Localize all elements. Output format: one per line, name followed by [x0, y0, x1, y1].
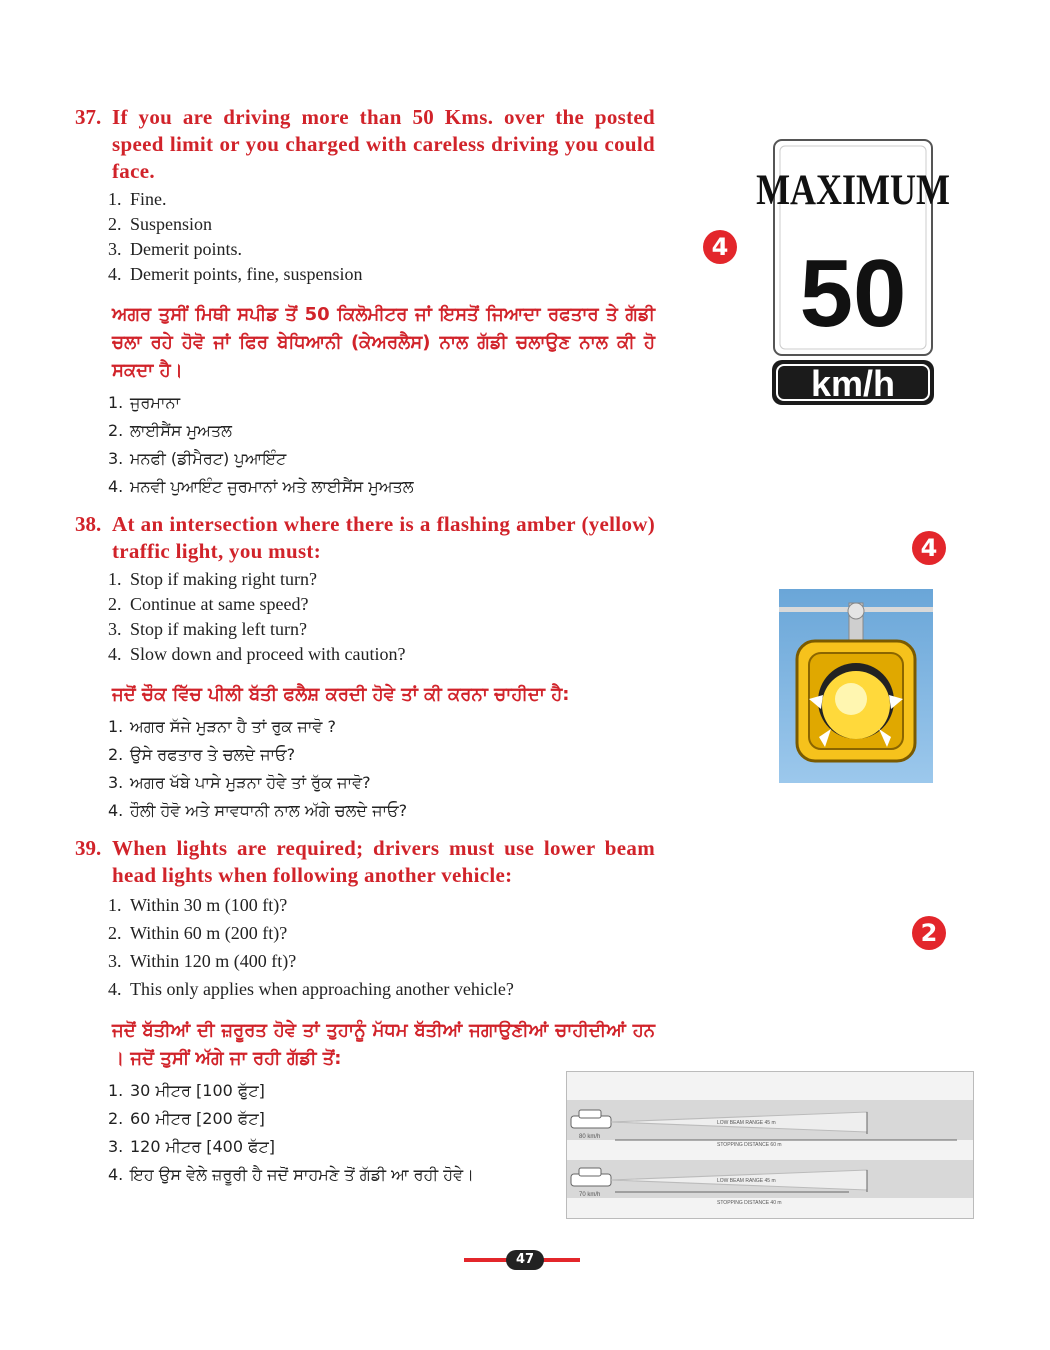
punjabi-option [108, 417, 655, 445]
question-37 [75, 104, 655, 501]
option [108, 592, 655, 617]
row1-stopping: STOPPING DISTANCE 60 m [717, 1142, 782, 1148]
flashing-amber-light-image [779, 589, 933, 783]
option [108, 262, 655, 287]
option-text: Continue at same speed? [130, 594, 309, 614]
option-text: ਮਨਫੀ (ਡੀਮੈਰਟ) ਪੁਆਇੰਟ [130, 449, 287, 468]
answer-badge: 4 [912, 531, 946, 565]
sign-speed-text: 50 [799, 240, 907, 347]
row1-low-beam: LOW BEAM RANGE 45 m [717, 1120, 776, 1126]
punjabi-options-list [75, 389, 655, 501]
punjabi-option [108, 473, 655, 501]
option [108, 617, 655, 642]
punjabi-option [108, 769, 655, 797]
row1-speed: 80 km/h [579, 1134, 601, 1140]
option-text: Slow down and proceed with caution? [130, 644, 406, 664]
answer-badge: 4 [703, 230, 737, 264]
traffic-light-icon [779, 589, 933, 783]
option [108, 642, 655, 667]
option-number: 1. [108, 895, 122, 915]
option [108, 975, 655, 1003]
punjabi-options-list [75, 713, 655, 825]
option-text: ਮਨਵੀ ਪੁਆਇੰਟ ਜੁਰਮਾਨਾਂ ਅਤੇ ਲਾਈਸੈਂਸ ਮੁਅਤਲ [130, 477, 414, 496]
sign-top-text: MAXIMUM [756, 165, 950, 214]
option-text: ਲਾਈਸੈਂਸ ਮੁਅਤਲ [130, 421, 232, 440]
question-title [75, 104, 655, 185]
option-text: ਇਹ ਉਸ ਵੇਲੇ ਜ਼ਰੂਰੀ ਹੈ ਜਦੋਂ ਸਾਹਮਣੇ ਤੋਂ ਗੱਡੀ ਆ ਰਹੀ ਹੋਵੇ। [130, 1165, 474, 1184]
option-text: ਉਸੇ ਰਫਤਾਰ ਤੇ ਚਲਦੇ ਜਾਓ? [130, 745, 296, 764]
option-number: 2. [108, 1109, 124, 1128]
question-text: If you are driving more than 50 Kms. over the posted speed limit or you charged with careless driving you could face. [112, 105, 655, 183]
option-number: 4. [108, 801, 124, 820]
punjabi-question-text: ਜਦੋਂ ਬੱਤੀਆਂ ਦੀ ਜ਼ਰੂਰਤ ਹੋਵੇ ਤਾਂ ਤੁਹਾਨੂੰ ਮੱਧਮ ਬੱਤੀਆਂ ਜਗਾਉਣੀਆਂ ਚਾਹੀਦੀਆਂ ਹਨ । ਜਦੋਂ ਤੁਸੀਂ ਅੱਗੇ ਜਾ ਰਹੀ ਗੱਡੀ ਤੋਂ: [112, 1020, 655, 1069]
option-text: 120 ਮੀਟਰ [400 ਫੱਟ] [130, 1137, 276, 1156]
option-text: Suspension [130, 214, 213, 234]
question-38 [75, 511, 655, 825]
option-text: Demerit points, fine, suspension [130, 264, 363, 284]
option-number: 2. [108, 421, 124, 440]
option-number: 1. [108, 189, 122, 209]
page-number: 47 [506, 1250, 544, 1270]
option-number: 1. [108, 1081, 124, 1100]
options-list [75, 187, 655, 287]
option [108, 947, 655, 975]
option-number: 1. [108, 717, 124, 736]
question-title [75, 511, 655, 565]
headlight-distance-diagram [567, 1072, 973, 1218]
option-number: 2. [108, 594, 122, 614]
option-number: 2. [108, 745, 124, 764]
option-number: 4. [108, 477, 124, 496]
option-text: Within 120 m (400 ft)? [130, 951, 297, 971]
option-number: 3. [108, 951, 122, 971]
punjabi-question-text: ਜਦੋਂ ਚੌਕ ਵਿੱਚ ਪੀਲੀ ਬੱਤੀ ਫਲੈਸ਼ ਕਰਦੀ ਹੋਵੇ ਤਾਂ ਕੀ ਕਰਨਾ ਚਾਹੀਦਾ ਹੈ: [112, 684, 570, 705]
option [108, 919, 655, 947]
option-text: ਅਗਰ ਖੱਬੇ ਪਾਸੇ ਮੁੜਨਾ ਹੋਵੇ ਤਾਂ ਰੁੱਕ ਜਾਵੋ? [130, 773, 371, 792]
punjabi-option [108, 741, 655, 769]
option-number: 2. [108, 923, 122, 943]
option [108, 237, 655, 262]
option-number: 2. [108, 214, 122, 234]
sign-unit-text: km/h [810, 363, 896, 404]
option [108, 567, 655, 592]
option-number: 3. [108, 1137, 124, 1156]
answer-badge: 2 [912, 916, 946, 950]
option-text: Fine. [130, 189, 167, 209]
option [108, 187, 655, 212]
option-number: 1. [108, 569, 122, 589]
question-title [75, 835, 655, 889]
punjabi-question-text: ਅਗਰ ਤੁਸੀਂ ਮਿਥੀ ਸਪੀਡ ਤੋਂ 50 ਕਿਲੋਮੀਟਰ ਜਾਂ ਇਸਤੋਂ ਜਿਆਦਾ ਰਫਤਾਰ ਤੇ ਗੱਡੀ ਚਲਾ ਰਹੇ ਹੋਵੋ ਜਾਂ ਫਿਰ ਬੇਧਿਆਨੀ (ਕੇਅਰਲੈਸ) ਨਾਲ ਗੱਡੀ ਚਲਾਉਣ ਨਾਲ ਕੀ ਹੋ ਸਕਦਾ ਹੈ। [112, 304, 655, 381]
punjabi-option [108, 797, 655, 825]
option-text: Within 30 m (100 ft)? [130, 895, 288, 915]
option-number: 4. [108, 1165, 124, 1184]
punjabi-option [108, 389, 655, 417]
option-text: ਹੌਲੀ ਹੋਵੋ ਅਤੇ ਸਾਵਧਾਨੀ ਨਾਲ ਅੱਗੇ ਚਲਦੇ ਜਾਓ? [130, 801, 408, 820]
option-number: 4. [108, 264, 122, 284]
low-beam-diagram [566, 1071, 974, 1219]
option-text: 30 ਮੀਟਰ [100 ਫੁੱਟ] [130, 1081, 265, 1100]
option-text: ਜੁਰਮਾਨਾ [130, 393, 181, 412]
option-number: 3. [108, 449, 124, 468]
option-number: 3. [108, 773, 124, 792]
punjabi-option [108, 713, 655, 741]
option-number: 1. [108, 393, 124, 412]
option [108, 891, 655, 919]
question-number: 37. [75, 105, 102, 129]
option [108, 212, 655, 237]
option-number: 4. [108, 979, 122, 999]
question-number: 38. [75, 512, 102, 536]
option-text: Stop if making left turn? [130, 619, 307, 639]
punjabi-option [108, 445, 655, 473]
option-text: Within 60 m (200 ft)? [130, 923, 288, 943]
option-text: This only applies when approaching another vehicle? [130, 979, 514, 999]
question-text: When lights are required; drivers must use lower beam head lights when following another vehicle: [112, 836, 655, 887]
option-number: 4. [108, 644, 122, 664]
option-text: ਅਗਰ ਸੱਜੇ ਮੁੜਨਾ ਹੈ ਤਾਂ ਰੁਕ ਜਾਵੋ ? [130, 717, 337, 736]
options-list [75, 891, 655, 1003]
option-number: 3. [108, 239, 122, 259]
row2-speed: 70 km/h [579, 1192, 601, 1198]
option-text: Demerit points. [130, 239, 242, 259]
options-list [75, 567, 655, 667]
question-text: At an intersection where there is a flashing amber (yellow) traffic light, you must: [112, 512, 655, 563]
row2-stopping: STOPPING DISTANCE 40 m [717, 1200, 782, 1206]
speed-limit-sign [756, 138, 950, 408]
option-text: 60 ਮੀਟਰ [200 ਫੱਟ] [130, 1109, 265, 1128]
question-number: 39. [75, 836, 102, 860]
option-number: 3. [108, 619, 122, 639]
option-text: Stop if making right turn? [130, 569, 317, 589]
row2-low-beam: LOW BEAM RANGE 45 m [717, 1178, 776, 1184]
